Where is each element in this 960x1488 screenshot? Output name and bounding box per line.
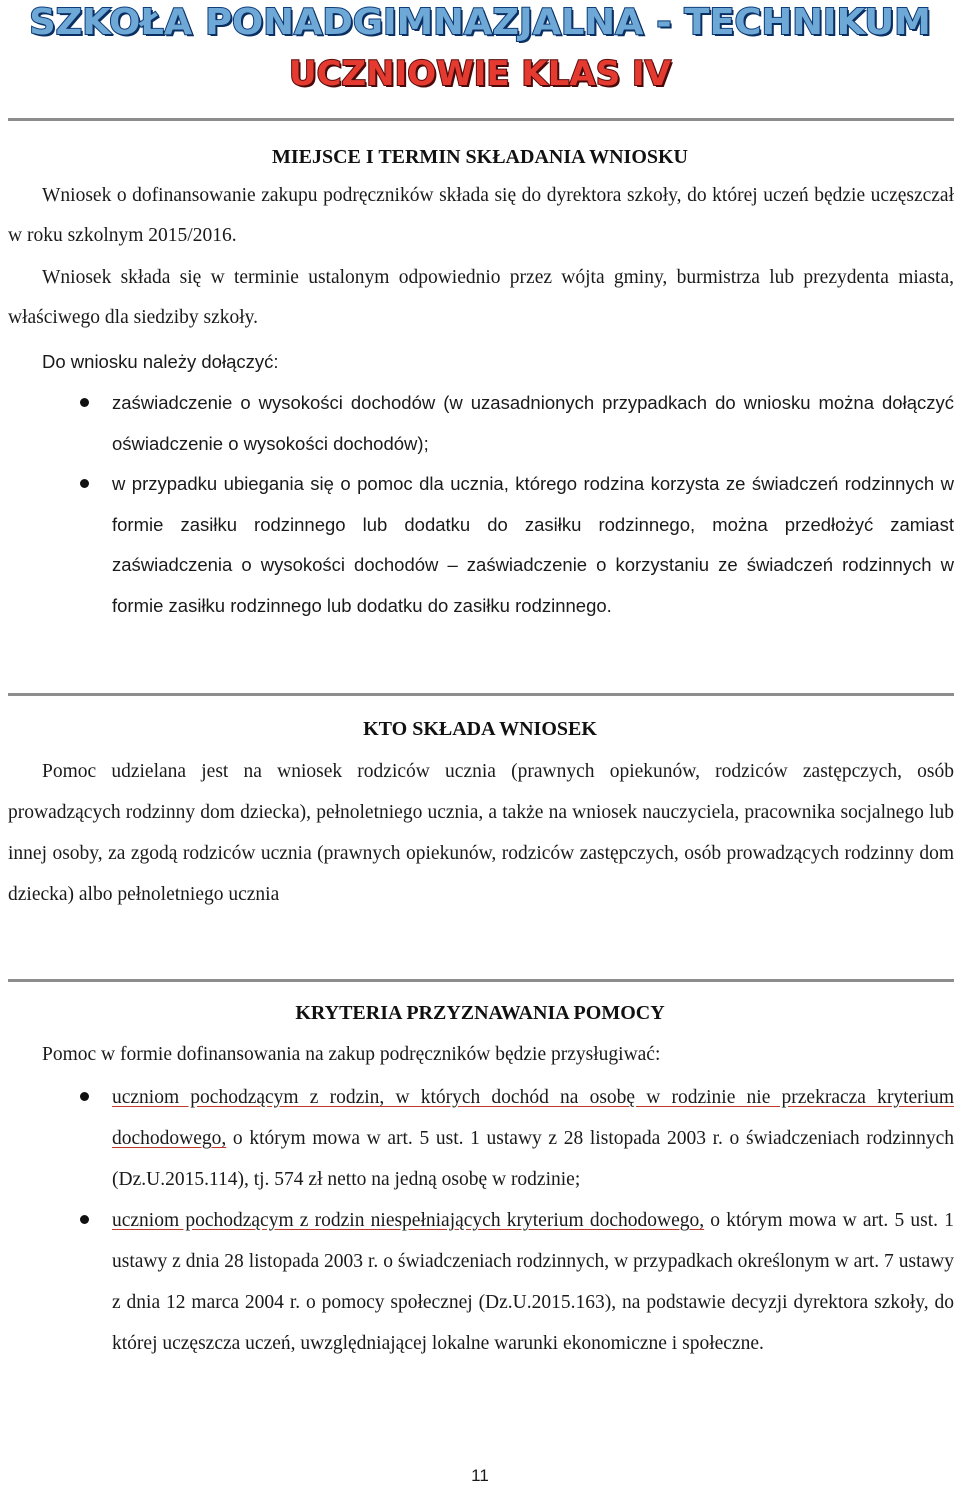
list-item-text: w przypadku ubiegania się o pomoc dla ucznia, którego rodzina korzysta ze świadczeń rodzinnych w formie zasiłku rodzinnego lub dodatku do zasiłku rodzinnego, można przedłożyć zamiast zaświadczenia o wysokości dochodów – zaświadczenie o korzystaniu ze świadczeń rodzinnych w formie zasiłku rodzinnego lub dodatku do zasiłku rodzinnego. xyxy=(112,473,954,616)
bullet-icon xyxy=(80,1215,89,1224)
section-title-miejsce: MIEJSCE I TERMIN SKŁADANIA WNIOSKU xyxy=(271,146,688,168)
paragraph: Do wniosku należy dołączyć: xyxy=(42,351,279,372)
bullet-icon xyxy=(80,479,89,488)
page-number: 11 xyxy=(471,1466,489,1485)
list-item-text: o którym mowa w art. 5 ust. 1 ustawy z 28 listopada 2003 r. o świadczeniach rodzinnych (Dz.U.2015.114), tj. 574 zł netto na jedną osobę w rodzinie; xyxy=(112,1128,954,1190)
paragraph: Pomoc w formie dofinansowania na zakup podręczników będzie przysługiwać: xyxy=(42,1044,661,1065)
header-title-line1: SZKOŁA PONADGIMNAZJALNA - TECHNIKUM xyxy=(29,2,931,43)
bullet-list xyxy=(0,383,960,626)
underlined-text: uczniom pochodzącym z rodzin niespełniających kryterium dochodowego, xyxy=(112,1210,705,1231)
paragraph: Wniosek o dofinansowanie zakupu podręczników składa się do dyrektora szkoły, do której uczeń będzie uczęszczał w roku szkolnym 2015/2016. xyxy=(8,185,954,246)
divider xyxy=(8,118,954,121)
underlined-text: uczniom pochodzącym z rodzin, w których dochód na osobę w rodzinie nie przekracza kryterium dochodowego, xyxy=(112,1087,954,1149)
list-item xyxy=(0,464,960,626)
bullet-icon xyxy=(80,398,89,407)
list-item-text: o którym mowa w art. 5 ust. 1 ustawy z dnia 28 listopada 2003 r. o świadczeniach rodzinnych, w przypadkach określonym w art. 7 ustawy z dnia 12 marca 2004 r. o pomocy społecznej (Dz.U.2015.163), na podstawie decyzji dyrektora szkoły, do której uczęszcza uczeń, uwzględniającej lokalne warunki ekonomiczne i społeczne. xyxy=(112,1210,954,1354)
list-item xyxy=(0,383,960,464)
header-title-line2: UCZNIOWIE KLAS IV xyxy=(288,54,672,94)
section-title-kto: KTO SKŁADA WNIOSEK xyxy=(363,718,597,740)
divider xyxy=(8,693,954,696)
list-item xyxy=(0,1200,960,1364)
paragraph: Pomoc udzielana jest na wniosek rodziców ucznia (prawnych opiekunów, rodziców zastępczych, osób prowadzących rodzinny dom dziecka), pełnoletniego ucznia, a także na wniosek nauczyciela, pracownika socjalnego lub innej osoby, za zgodą rodziców ucznia (prawnych opiekunów, rodziców zastępczych, osób prowadzących rodzinny dom dziecka) albo pełnoletniego ucznia xyxy=(8,761,954,905)
bullet-icon xyxy=(80,1092,89,1101)
list-item-text: zaświadczenie o wysokości dochodów (w uzasadnionych przypadkach do wniosku można dołączyć oświadczenie o wysokości dochodów); xyxy=(112,392,954,454)
divider xyxy=(8,979,954,982)
paragraph: Wniosek składa się w terminie ustalonym odpowiednio przez wójta gminy, burmistrza lub prezydenta miasta, właściwego dla siedziby szkoły. xyxy=(8,267,954,328)
bullet-list xyxy=(0,1077,960,1364)
section-title-kryteria: KRYTERIA PRZYZNAWANIA POMOCY xyxy=(295,1002,665,1024)
list-item xyxy=(0,1077,960,1200)
